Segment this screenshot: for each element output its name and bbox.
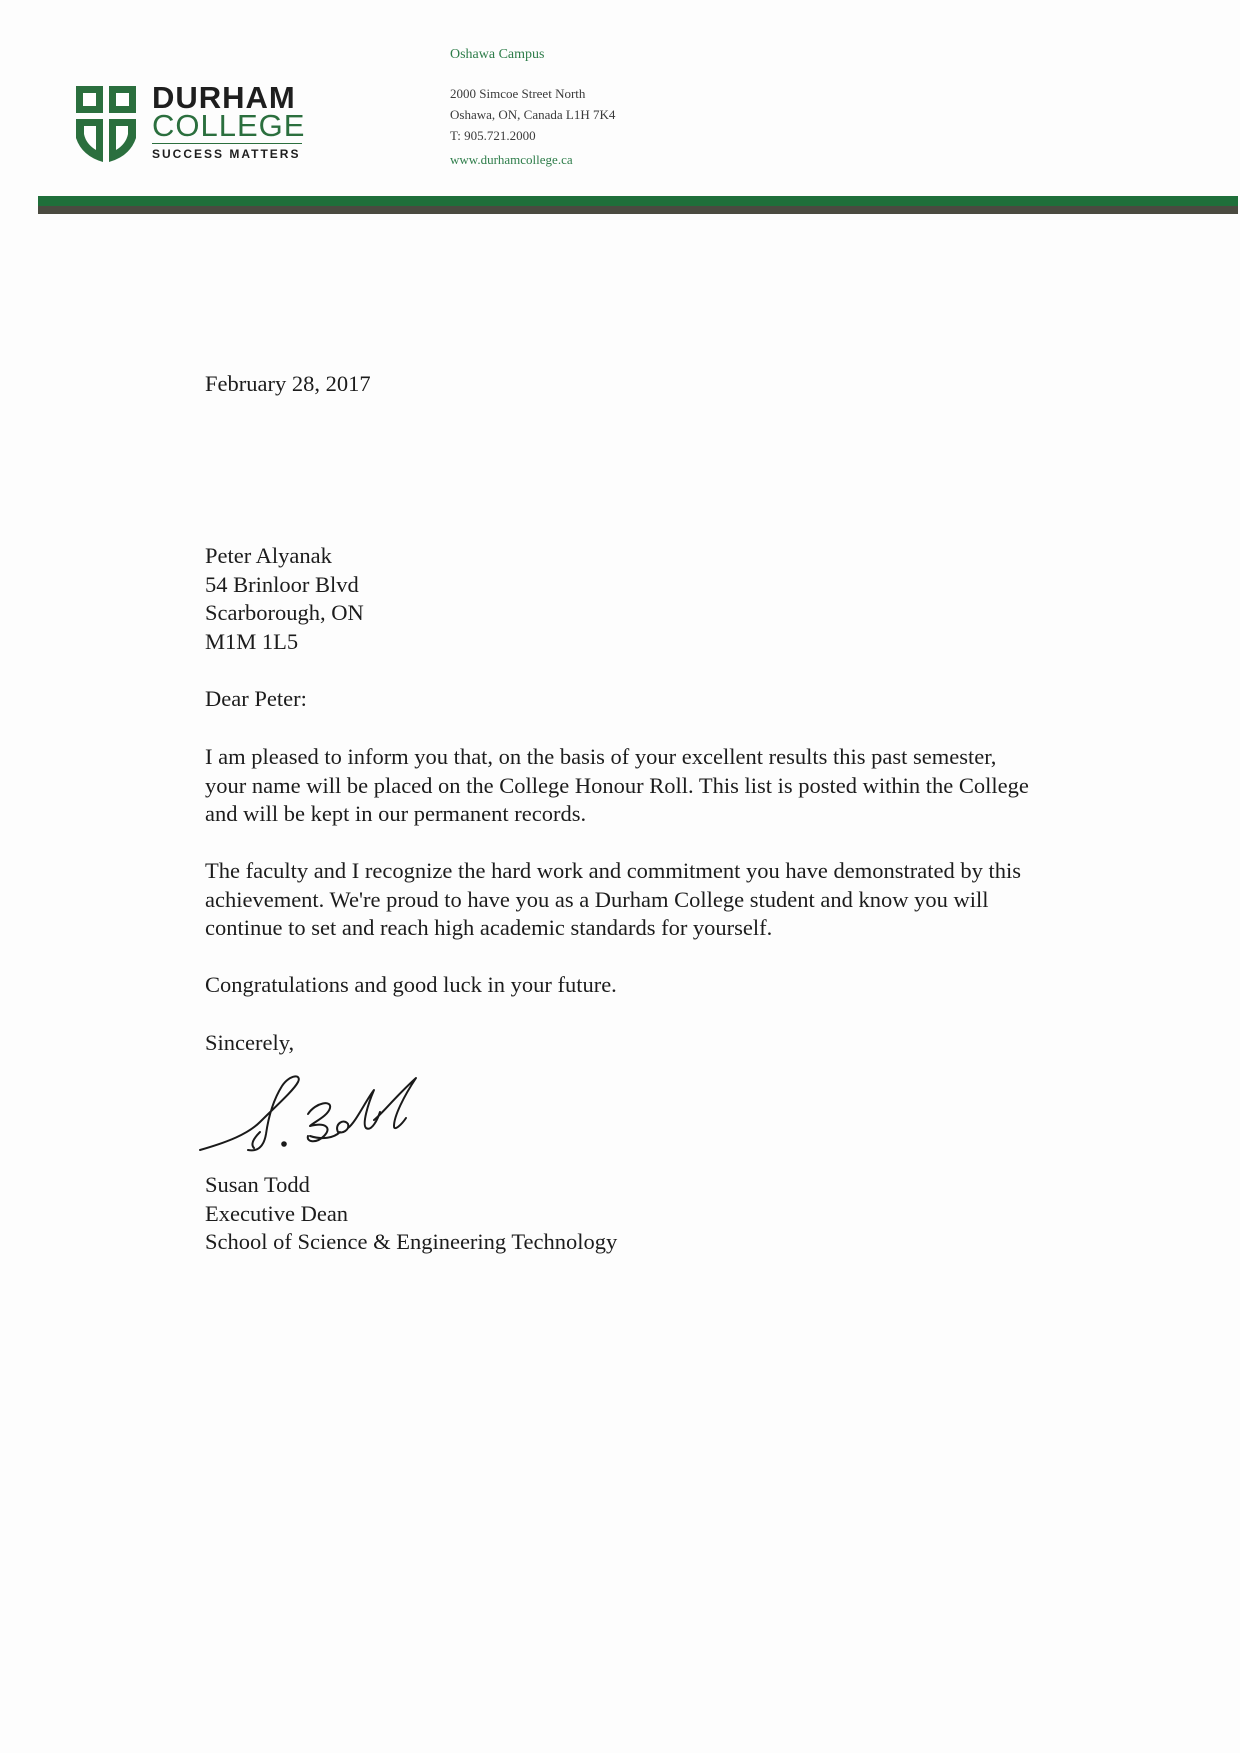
address-street: 2000 Simcoe Street North — [450, 86, 586, 101]
logo-tagline: SUCCESS MATTERS — [152, 147, 301, 161]
salutation: Dear Peter: — [205, 686, 307, 711]
handwritten-signature — [198, 1072, 448, 1172]
logo-divider — [152, 143, 302, 144]
address-city: Oshawa, ON, Canada L1H 7K4 — [450, 107, 616, 122]
paragraph-line: and will be kept in our permanent records. — [205, 801, 587, 826]
signatory-department: School of Science & Engineering Technology — [205, 1229, 618, 1254]
address-phone: T: 905.721.2000 — [450, 128, 536, 143]
recipient-postal-code: M1M 1L5 — [205, 628, 299, 654]
closing-sentence: Congratulations and good luck in your future. — [205, 972, 617, 997]
header-band-green — [38, 196, 1238, 206]
signatory-name: Susan Todd — [205, 1172, 310, 1197]
paragraph-line: I am pleased to inform you that, on the basis of your excellent results this past semester, — [205, 744, 997, 769]
header-band-dark — [38, 206, 1238, 214]
recipient-city: Scarborough, ON — [205, 600, 364, 625]
paragraph-line: continue to set and reach high academic standards for yourself. — [205, 915, 773, 940]
college-logo — [76, 82, 306, 164]
paragraph-line: The faculty and I recognize the hard work and commitment you have demonstrated by this — [205, 858, 1021, 883]
campus-name: Oshawa Campus — [450, 47, 545, 62]
college-crest-icon — [76, 86, 138, 162]
body-paragraph-2 — [205, 857, 1021, 943]
letter-date: February 28, 2017 — [205, 371, 371, 396]
recipient-address — [205, 542, 364, 656]
logo-name-line2: COLLEGE — [152, 108, 306, 143]
recipient-street: 54 Brinloor Blvd — [205, 571, 359, 597]
paragraph-line: your name will be placed on the College Honour Roll. This list is posted within the College — [205, 772, 1029, 798]
campus-address — [450, 83, 615, 146]
logo-name-line1: DURHAM — [152, 80, 296, 115]
body-paragraph-1 — [205, 743, 1029, 829]
valediction: Sincerely, — [205, 1030, 295, 1055]
signatory-title: Executive Dean — [205, 1200, 349, 1226]
recipient-name: Peter Alyanak — [205, 543, 332, 568]
paragraph-line: achievement. We're proud to have you as a Durham College student and know you will — [205, 886, 989, 912]
signatory-block — [205, 1171, 617, 1257]
website-link[interactable]: www.durhamcollege.ca — [450, 152, 573, 167]
